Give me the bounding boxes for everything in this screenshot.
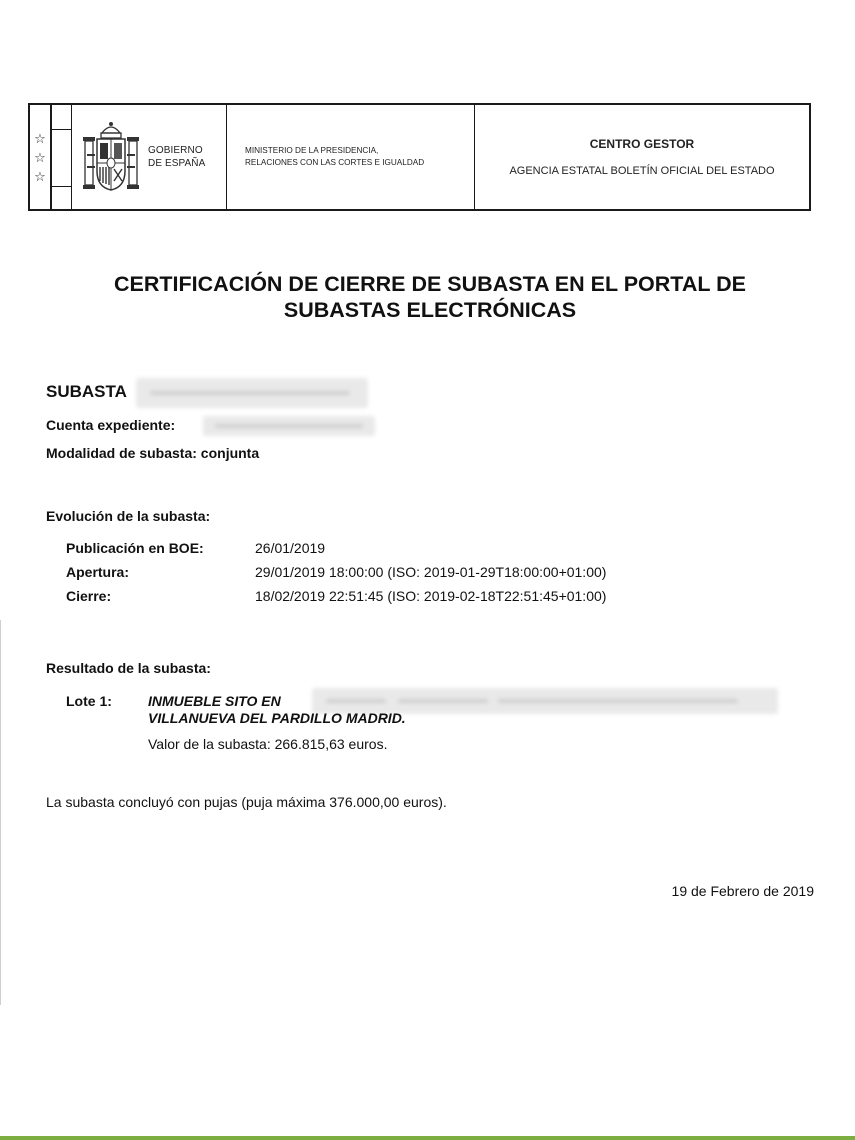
conclusion-text: La subasta concluyó con pujas (puja máxima 376.000,00 euros). — [46, 794, 447, 810]
header-spacer-column — [51, 105, 71, 209]
resultado-heading: Resultado de la subasta: — [46, 660, 211, 676]
publicacion-label: Publicación en BOE: — [66, 540, 204, 556]
ministerio-cell — [227, 105, 475, 209]
lote-description-line1: INMUEBLE SITO EN — [148, 693, 281, 709]
title-line2: SUBASTAS ELECTRÓNICAS — [283, 298, 577, 322]
gobierno-line2: DE ESPAÑA — [148, 158, 206, 169]
centro-gestor-agency: AGENCIA ESTATAL BOLETÍN OFICIAL DEL ESTADO — [509, 165, 775, 177]
centro-gestor-cell — [475, 105, 809, 209]
bottom-accent-bar — [0, 1136, 855, 1140]
modalidad-subasta: Modalidad de subasta: conjunta — [46, 445, 260, 461]
apertura-value: 29/01/2019 18:00:00 (ISO: 2019-01-29T18:00:00+01:00) — [255, 564, 607, 580]
document-header — [28, 103, 811, 211]
redacted-cuenta — [203, 416, 375, 436]
cierre-label: Cierre: — [66, 588, 112, 604]
ministerio-line1: MINISTERIO DE LA PRESIDENCIA, — [245, 146, 379, 155]
centro-gestor-title: CENTRO GESTOR — [589, 137, 695, 151]
redacted-subasta-id — [136, 378, 368, 408]
gobierno-logo — [71, 105, 227, 209]
lote-label: Lote 1: — [66, 693, 112, 709]
cierre-value: 18/02/2019 22:51:45 (ISO: 2019-02-18T22:51:45+01:00) — [255, 588, 607, 604]
lote-description-line2: VILLANUEVA DEL PARDILLO MADRID. — [148, 710, 406, 726]
gobierno-line1: GOBIERNO — [148, 145, 203, 156]
cuenta-expediente-label: Cuenta expediente: — [46, 417, 176, 433]
ministerio-line2: RELACIONES CON LAS CORTES E IGUALDAD — [245, 158, 425, 167]
apertura-label: Apertura: — [66, 564, 130, 580]
publicacion-value: 26/01/2019 — [255, 540, 326, 556]
coat-of-arms-icon — [82, 119, 140, 195]
star-icon: ☆ — [34, 168, 46, 184]
document-date: 19 de Febrero de 2019 — [671, 883, 814, 899]
star-icon: ☆ — [34, 130, 46, 146]
document-title — [60, 271, 800, 323]
page-edge-line — [0, 620, 1, 1005]
stars-column — [30, 105, 51, 209]
subasta-label: SUBASTA — [46, 382, 127, 401]
valor-subasta: Valor de la subasta: 266.815,63 euros. — [148, 736, 388, 752]
title-line1: CERTIFICACIÓN DE CIERRE DE SUBASTA EN EL PORTAL DE — [114, 272, 746, 296]
gobierno-text — [148, 144, 205, 170]
star-icon: ☆ — [34, 149, 46, 165]
evolucion-heading: Evolución de la subasta: — [46, 508, 211, 524]
